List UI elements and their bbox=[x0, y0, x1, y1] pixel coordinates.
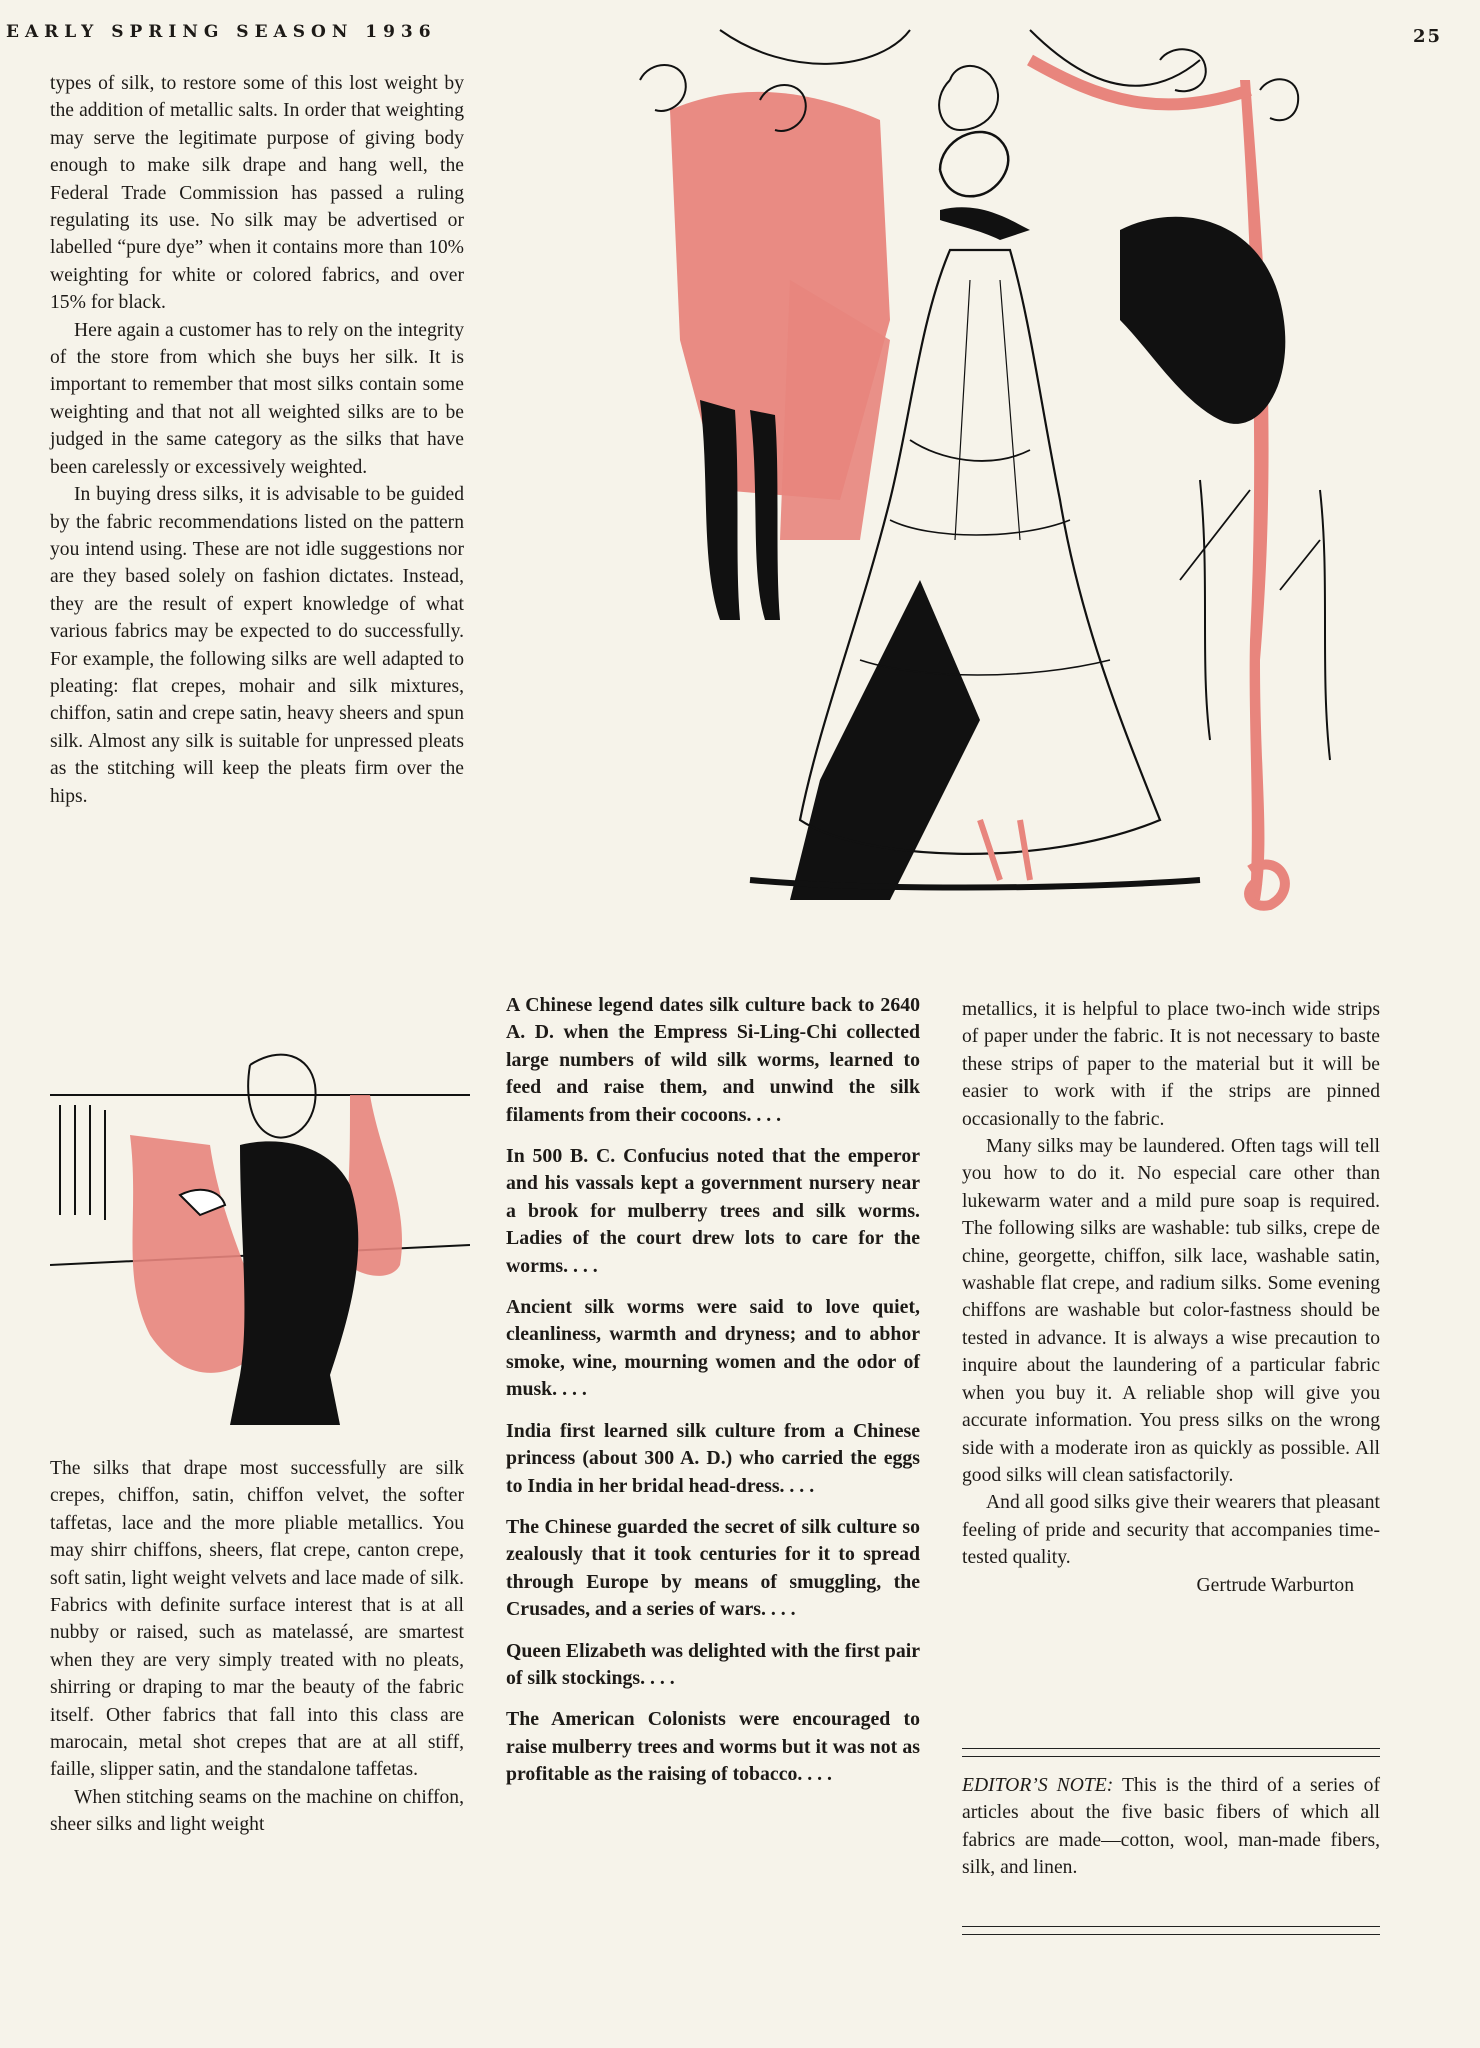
silk-fact: In 500 B. C. Confucius noted that the emperor and his vassals kept a government nursery near a brook for mulberry trees and silk worms. Ladies of the court drew lots to care for the worms. . . . bbox=[506, 1145, 920, 1277]
silk-fact: A Chinese legend dates silk culture back to 2640 A. D. when the Empress Si-Ling-Chi collected large numbers of wild silk worms, learned to feed and raise them, and unwind the silk filaments from their cocoons. . . . bbox=[506, 994, 920, 1126]
paragraph: Many silks may be laundered. Often tags will tell you how to do it. No especial care other than lukewarm water and a mild pure soap is required. The following silks are washable: tub silks, crepe de chine, georgette, chiffon, silk lace, washable satin, washable flat crepe, and radium silks. Some evening chiffons are washable but color-fastness should be tested in advance. It is always a wise precaution to inquire about the laundering of a particular fabric when you buy it. A reliable shop will give you accurate information. You press silks on the wrong side with a moderate iron as quickly as possible. All good silks will clean satisfactorily. bbox=[962, 1136, 1380, 1486]
silk-fact: India first learned silk culture from a Chinese princess (about 300 A. D.) who carried the eggs to India in her bridal head-dress. . . . bbox=[506, 1419, 920, 1497]
paragraph: In buying dress silks, it is advisable to be guided by the fabric recommendations listed on the pattern you intend using. These are not idle suggestions nor are they based solely on fashion dictates. Instead, they are the result of expert knowledge of what various fabrics may be expected to do successfully. For example, the following silks are well adapted to pleating: flat crepes, mohair and silk mixtures, chiffon, satin and crepe satin, heavy sheers and spun silk. Almost any silk is suitable for unpressed pleats as the stitching will keep the pleats firm over the hips. bbox=[50, 484, 464, 807]
editors-note bbox=[962, 1772, 1380, 1882]
paragraph: And all good silks give their wearers that pleasant feeling of pride and security that accompanies time-tested quality. bbox=[962, 1492, 1380, 1569]
silk-fact: Ancient silk worms were said to love quiet, cleanliness, warmth and dryness; and to abhor smoke, wine, mourning women and the odor of musk. . . . bbox=[506, 1296, 920, 1401]
fabric-shop-illustration bbox=[50, 1015, 470, 1435]
divider-rule bbox=[962, 1748, 1380, 1757]
editors-note-text: This is the third of a series of articles about the five basic fibers of which all fabrics are made—cotton, wool, man-made fibers, silk, and linen. bbox=[962, 1775, 1380, 1879]
right-column bbox=[962, 996, 1380, 1599]
silk-fact: Queen Elizabeth was delighted with the first pair of silk stockings. . . . bbox=[506, 1639, 920, 1689]
silk-fact: The Chinese guarded the secret of silk culture so zealously that it took centuries for it to spread through Europe by means of smuggling, the Crusades, and a series of wars. . . . bbox=[506, 1515, 920, 1621]
paragraph: metallics, it is helpful to place two-inch wide strips of paper under the fabric. It is not necessary to baste these strips of paper to the material but it will be easier to work with if the strips are pinned occasionally to the fabric. bbox=[962, 999, 1380, 1130]
paragraph: Here again a customer has to rely on the integrity of the store from which she buys her silk. It is important to remember that most silks contain some weighting and that not all weighted silks are to be judged in the same category as the silks that have been carelessly or excessively weighted. bbox=[50, 319, 464, 478]
running-title: EARLY SPRING SEASON 1936 bbox=[6, 22, 437, 42]
editors-note-label: EDITOR’S NOTE: bbox=[962, 1775, 1114, 1796]
left-column-bottom bbox=[50, 1455, 464, 1839]
left-column-top bbox=[50, 70, 464, 810]
paragraph: types of silk, to restore some of this lost weight by the addition of metallic salts. In order that weighting may serve the legitimate purpose of giving body enough to make silk drape and hang well, the Federal Trade Commission has passed a ruling regulating its use. No silk may be advertised or labelled “pure dye” when it contains more than 10% weighting for white or colored fabrics, and over 15% for black. bbox=[50, 73, 464, 314]
paragraph: The silks that drape most successfully are silk crepes, chiffon, satin, chiffon velvet, the softer taffetas, lace and the more pliable metallics. You may shirr chiffons, sheers, flat crepe, canton crepe, soft satin, light weight velvets and lace made of silk. Fabrics with definite surface interest that is at all nubby or raised, such as matelassé, are smartest when they are very simply treated with no pleats, shirring or draping to mar the beauty of the fabric itself. Other fabrics that fall into this class are marocain, metal shot crepes that are at all stiff, faille, slipper satin, and the standalone taffetas. bbox=[50, 1458, 464, 1781]
page-number: 25 bbox=[1412, 26, 1442, 47]
author-signature: Gertrude Warburton bbox=[1196, 1574, 1354, 1596]
divider-rule bbox=[962, 1926, 1380, 1935]
paragraph: When stitching seams on the machine on chiffon, sheer silks and light weight bbox=[50, 1786, 464, 1836]
silk-fact: The American Colonists were encouraged to raise mulberry trees and worms but it was not as profitable as the raising of tobacco. . . . bbox=[506, 1708, 920, 1786]
silk-facts-column bbox=[506, 992, 920, 1803]
court-scene-illustration bbox=[560, 20, 1360, 920]
